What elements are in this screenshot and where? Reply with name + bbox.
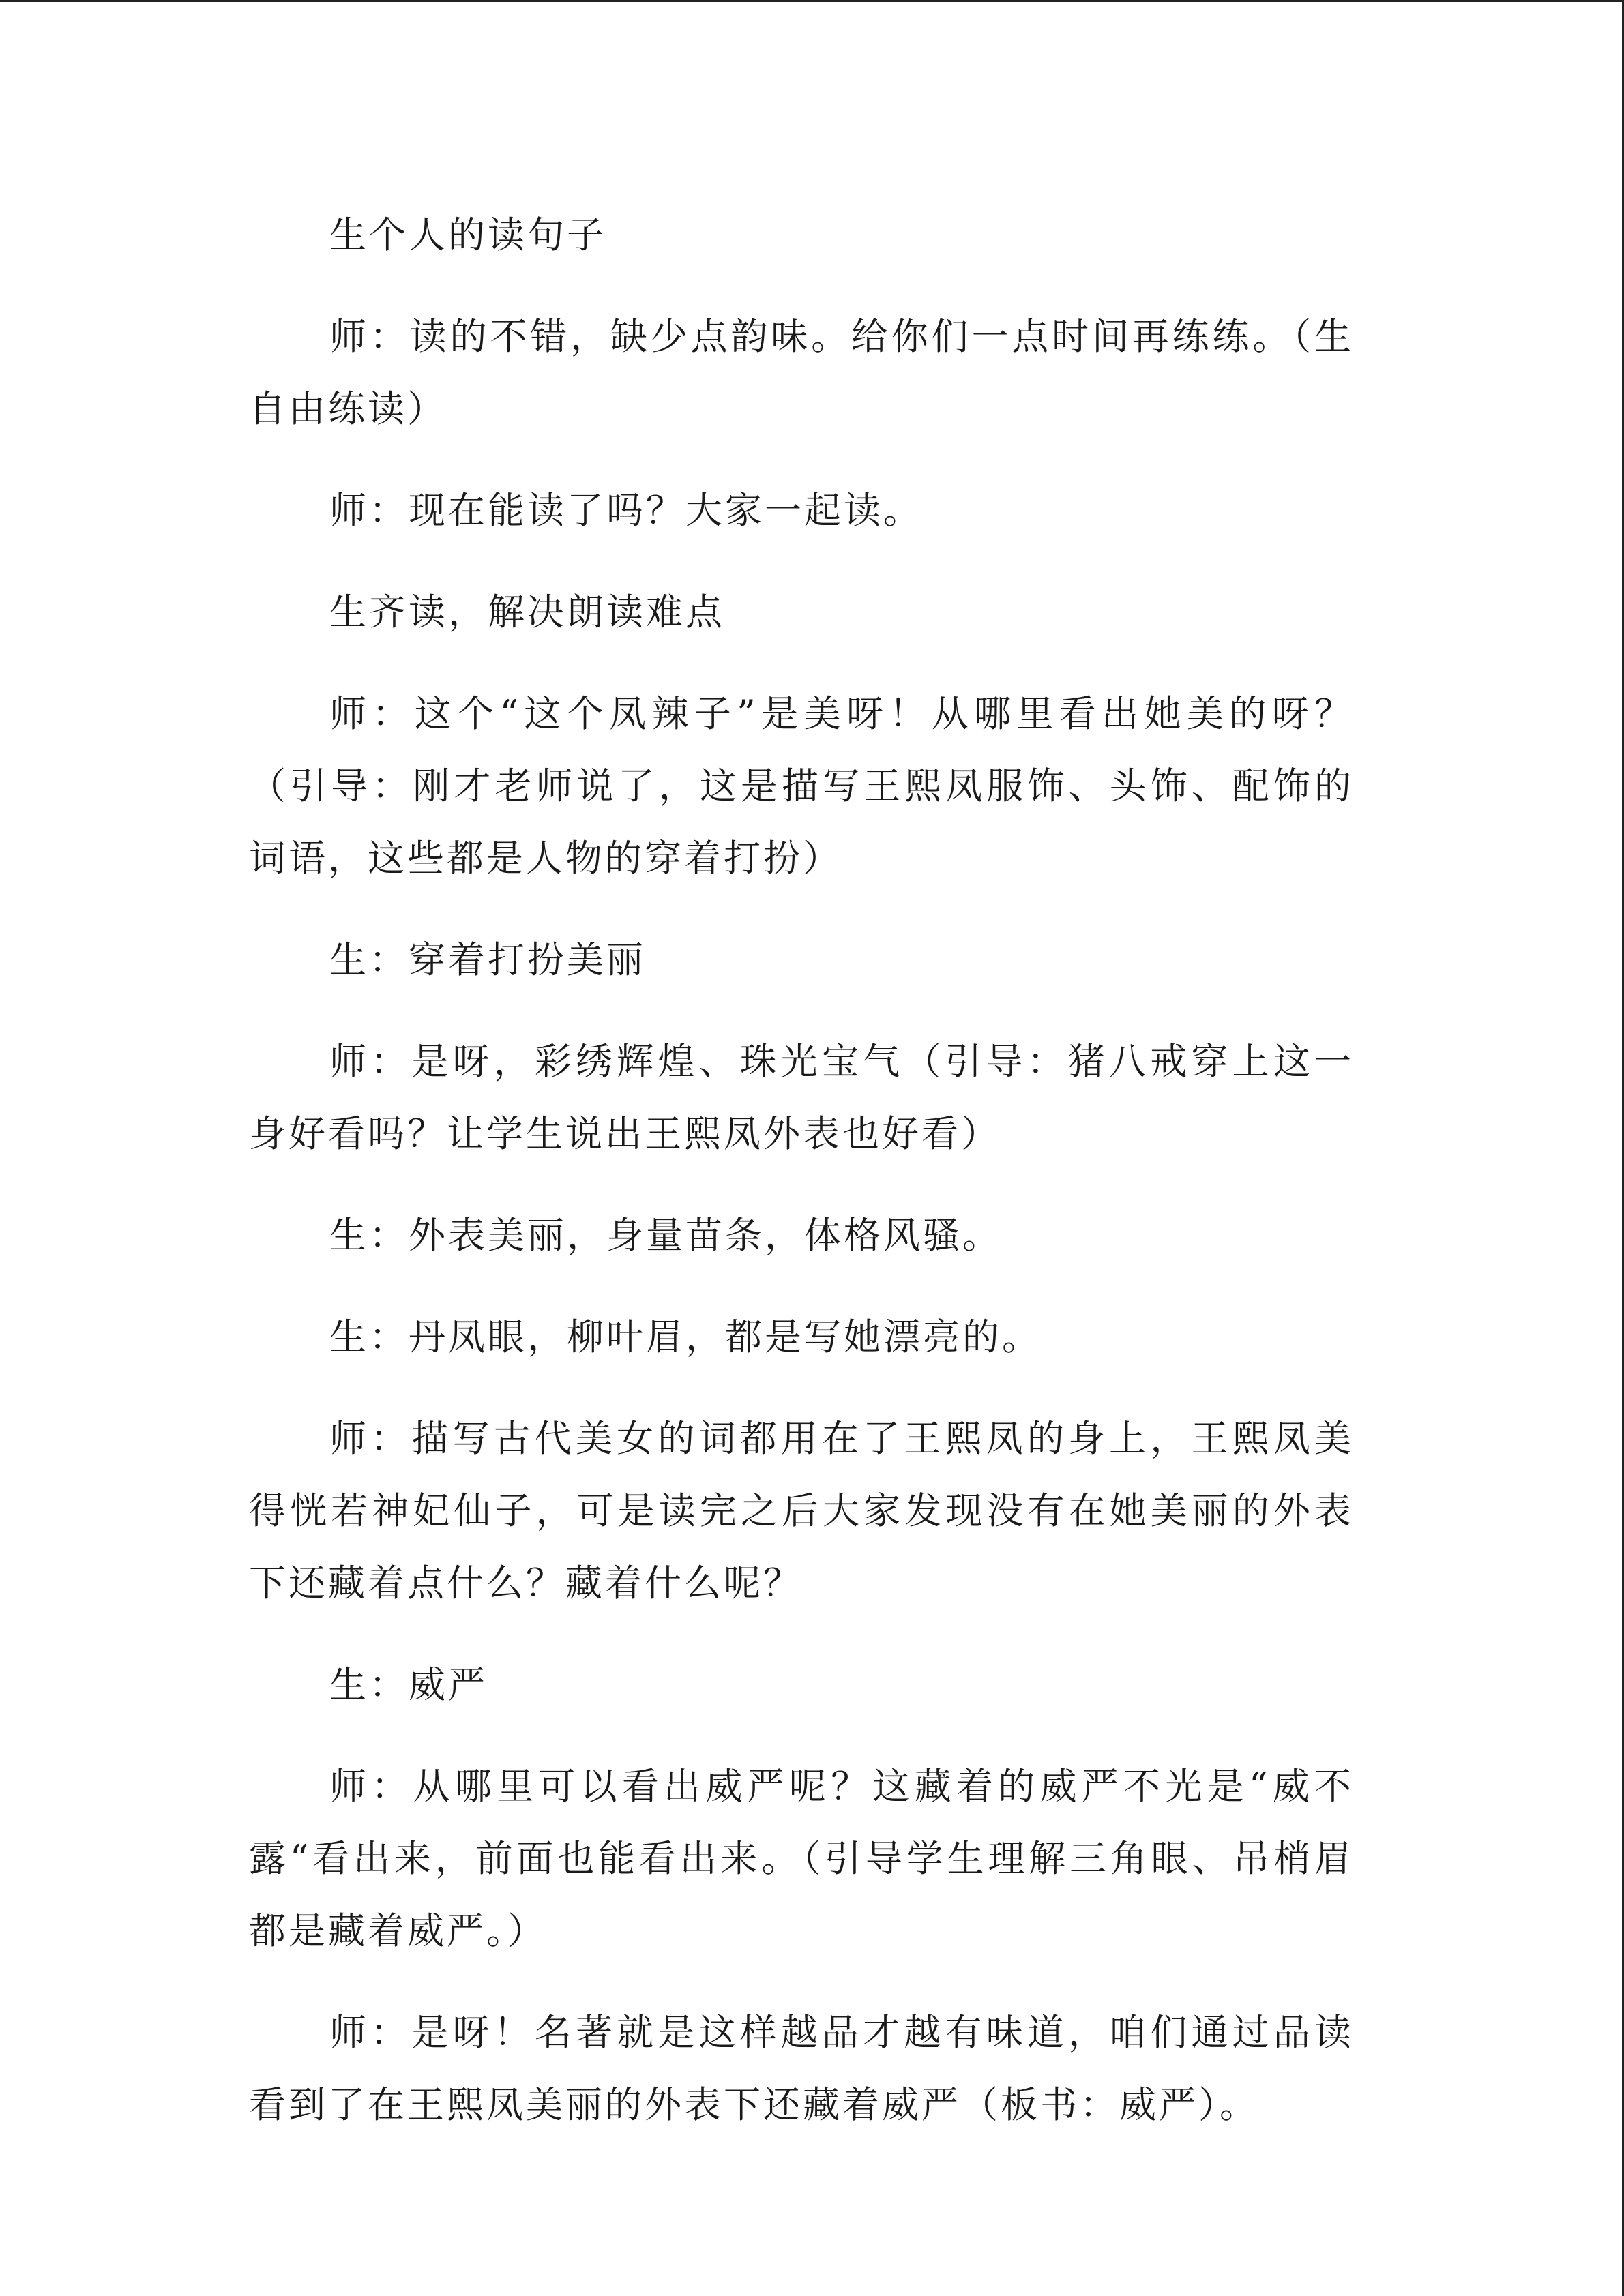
- paragraph-12: 师：从哪里可以看出威严呢？这藏着的威严不光是“威不露“看出来，前面也能看出来。（引导学生理解三角眼、吊梢眉都是藏着威严。）: [249, 1765, 1354, 1952]
- paragraph-3: 师：现在能读了吗？大家一起读。: [329, 489, 923, 532]
- paragraph-5: 师：这个“这个凤辣子”是美呀！从哪里看出她美的呀？（引导：刚才老师说了，这是描写王熙凤服饰、头饰、配饰的词语，这些都是人物的穿着打扮）: [249, 692, 1354, 880]
- paragraph-7: 师：是呀，彩绣辉煌、珠光宝气（引导：猪八戒穿上这一身好看吗？让学生说出王熙凤外表也好看）: [249, 1040, 1354, 1155]
- document-body: [249, 199, 1354, 2171]
- paragraph-1: 生个人的读句子: [329, 213, 606, 256]
- paragraph-6: 生：穿着打扮美丽: [329, 938, 646, 981]
- paragraph-9: 生：丹凤眼，柳叶眉，都是写她漂亮的。: [329, 1315, 1042, 1358]
- paragraph-13: 师：是呀！名著就是这样越品才越有味道，咱们通过品读看到了在王熙凤美丽的外表下还藏着威严（板书：威严）。: [249, 2011, 1354, 2126]
- paragraph-11: 生：威严: [329, 1663, 488, 1706]
- page-border-top: [0, 0, 1624, 2]
- paragraph-10: 师：描写古代美女的词都用在了王熙凤的身上，王熙凤美得恍若神妃仙子，可是读完之后大家发现没有在她美丽的外表下还藏着点什么？藏着什么呢？: [249, 1417, 1354, 1605]
- paragraph-2: 师：读的不错，缺少点韵味。给你们一点时间再练练。（生自由练读）: [249, 315, 1354, 430]
- paragraph-4: 生齐读，解决朗读难点: [329, 591, 725, 633]
- paragraph-8: 生：外表美丽，身量苗条，体格风骚。: [329, 1214, 1002, 1257]
